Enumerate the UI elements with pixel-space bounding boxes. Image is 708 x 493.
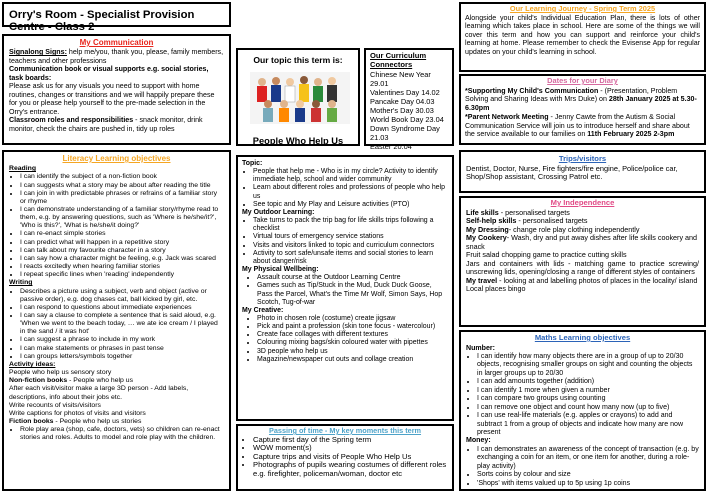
journey-text: Alongside your child's Individual Education Plan, there is lots of other learning which takes place in school. Here are some of the things we will cover this term and how you can support and reinforce your child's learning at home. Please remember to check the Evisense App for regular updates on your child's learning in school.: [465, 13, 700, 56]
writing-label: Writing: [9, 279, 33, 287]
list-item: • I can demonstrates an awareness of the concept of transaction (e.g. by exchanging a coin for an item, or one item for another, during a role-play activity): [477, 446, 699, 471]
creative-list: [242, 315, 448, 364]
activity-line: After each visit/visitor make a large 3D person - Add labels, descriptions, info about their jobs etc.: [9, 385, 189, 401]
list-item: • I can remove one object and count how many now (up to five): [477, 404, 699, 412]
topic-term-name: People Who Help Us: [252, 136, 344, 146]
independence-body: [466, 209, 699, 294]
dressing-text: - change role play clothing independently: [508, 224, 640, 234]
people-who-help-us-illustration: [250, 72, 350, 124]
maths-panel: [459, 330, 706, 491]
list-item: • I can say a clause to complete a sentence that is said aloud, e.g. 'When we went to the beach today, … we ate ice cream / I played in the sand / it was hot': [20, 312, 224, 336]
physical-list: [242, 274, 448, 307]
curriculum-item: World Book Day 23.04: [370, 115, 444, 125]
activity-line: Write captions for photos of visits and visitors: [9, 409, 146, 417]
topic-term-panel: [236, 48, 360, 146]
curriculum-item: Chinese New Year 29.01: [370, 69, 431, 88]
topic-list: [242, 168, 448, 209]
money-label: Money:: [466, 437, 491, 445]
list-item: • Colouring mixing bags/skin coloured water with pipettes: [257, 339, 448, 347]
communication-panel: [2, 34, 231, 145]
maths-title: Maths Learning objectives: [534, 333, 631, 342]
self-help-text: - personalised targets: [516, 216, 588, 226]
list-item: • I can make statements or phrases in past tense: [20, 345, 224, 353]
list-item: • I can respond to questions about immediate experiences: [20, 304, 224, 312]
list-item: • I can demonstrate understanding of a familiar story/rhyme read to them, e.g. by answering questions, such as 'Where is he/she/it?', 'Who is this?', 'What is he/she/it doing?': [20, 206, 224, 230]
dates-event-1-label: *Supporting My Child's Communication: [465, 86, 599, 95]
list-item: • I can suggests what a story may be about after reading the title: [20, 182, 224, 190]
list-item: • I can use real-life materials (e.g. apples or crayons) to add and subtract 1 from a group of objects and indicate how many are now present: [477, 412, 699, 437]
number-label: Number:: [466, 344, 495, 352]
dates-panel: [459, 74, 706, 145]
list-item: • Create face collages with different textures: [257, 331, 448, 339]
list-item: • I can identify how many objects there are in a group of up to 20/30 objects, recognising smaller groups on sight and counting the objects in larger groups up to 20/30: [477, 353, 699, 378]
list-item: • I can say how a character might be feeling, e.g. Jack was scared: [20, 255, 224, 263]
list-item: • Photo in chosen role (costume) create jigsaw: [257, 315, 448, 323]
page-title: Orry's Room - Specialist Provision Centre - Class 2: [9, 9, 195, 33]
curriculum-item: Easter 20.04: [370, 142, 412, 152]
list-item: • Capture first day of the Spring term: [253, 436, 448, 445]
activity-label: Activity ideas:: [9, 360, 56, 368]
literacy-title: Literacy Learning objectives: [62, 154, 171, 163]
list-item: • I can compare two groups using counting: [477, 395, 699, 403]
dates-event-1: [465, 87, 700, 113]
trips-text: Dentist, Doctor, Nurse, Fire fighters/fire engine, Police/police car, Shop/Shop assistant, Crossing Patrol etc.: [466, 163, 678, 181]
dates-event-2-label: *Parent Network Meeting: [465, 113, 549, 121]
curriculum-list: [370, 70, 448, 152]
list-item: • Photographs of pupils wearing costumes of different roles e.g. firefighter, policeman/woman, doctor etc: [253, 461, 448, 478]
communication-text: [9, 48, 224, 133]
curriculum-item: Down Syndrome Day 21.03: [370, 124, 440, 143]
communication-title: My Communication: [79, 38, 154, 47]
signalong-text: help me/you, thank you, please, family members, teachers and other professions: [9, 48, 224, 65]
fruit-salad-line: Fruit salad chopping game to practice cutting skills: [466, 250, 627, 260]
cookery-text: - Wash, dry and put away dishes after life skills cookery and snack: [466, 233, 698, 251]
nonfiction-text: - People who help us: [67, 377, 133, 385]
trips-title: Trips/visitors: [558, 154, 607, 163]
list-item: • Role play area (shop, cafe, doctors, vets) so children can re-enact stories and roles. Adults to model and role play with the children.: [20, 426, 224, 442]
curriculum-item: Valentines Day 14.02: [370, 87, 440, 97]
passing-time-title: Passing of time - My key moments this term: [268, 426, 422, 435]
literacy-body: [9, 165, 224, 442]
list-item: • 'Shops' with items valued up to 5p using 1p coins: [477, 480, 699, 488]
list-item: • WOW moment(s): [253, 444, 448, 453]
dressing-label: My Dressing: [466, 224, 509, 234]
list-item: • Learn about different roles and professions of people who help us: [253, 184, 448, 200]
list-item: • I can join in with predictable phrases or refrains of a familiar story or rhyme: [20, 190, 224, 206]
independence-panel: [459, 196, 706, 327]
roles-text: - snack monitor, drink monitor, check the chairs are pushed in, tidy up roles: [9, 116, 203, 133]
list-item: • Visits and visitors linked to topic and curriculum connectors: [253, 242, 448, 250]
dates-event-2: [465, 113, 700, 139]
signalong-label: Signalong Signs:: [9, 48, 67, 57]
list-item: • I can groups letters/symbols together: [20, 353, 224, 361]
curriculum-title: Our Curriculum Connectors: [370, 51, 427, 69]
roleplay-list: [9, 426, 224, 442]
list-item: • Magazine/newspaper cut outs and collage creation: [257, 356, 448, 364]
topic-panel: [236, 155, 454, 421]
journey-title: Our Learning Journey - Spring Term 2025: [509, 4, 656, 13]
list-item: • Describes a picture using a subject, verb and object (active or passive order), e.g. dog chases cat, ball kicked by girl, etc.: [20, 288, 224, 304]
travel-text: - looking at and labelling photos of places in the locality/ island: [497, 275, 698, 285]
list-item: • I can identify 1 more when given a number: [477, 387, 699, 395]
passing-time-list: [242, 436, 448, 479]
travel-label: My travel: [466, 275, 498, 285]
bingo-line: Local places bingo: [466, 284, 526, 294]
curriculum-panel: [364, 48, 454, 152]
outdoor-label: My Outdoor Learning:: [242, 208, 315, 216]
list-item: • I can add amounts together (addition): [477, 378, 699, 386]
dates-event-1-date: 28th January 2025 at 5.30-6.30pm: [465, 95, 697, 112]
list-item: • I can suggest a phrase to include in my work: [20, 336, 224, 344]
reading-list: [9, 173, 224, 279]
list-item: • Virtual tours of emergency service stations: [253, 233, 448, 241]
header-bar: [2, 2, 231, 33]
learning-journey-panel: [459, 2, 706, 72]
topic-body: [242, 160, 448, 364]
physical-label: My Physical Wellbeing:: [242, 266, 319, 274]
list-item: • I can re-enact simple stories: [20, 230, 224, 238]
topic-label: Topic:: [242, 160, 263, 167]
roles-label: Classroom roles and responsibilities: [9, 116, 134, 125]
nonfiction-label: Non-fiction books: [9, 377, 68, 385]
life-skills-text: - personalised targets: [498, 207, 570, 217]
cookery-label: My Cookery: [466, 233, 507, 243]
curriculum-item: Pancake Day 04.03: [370, 96, 435, 106]
list-item: • 3D people who help us: [257, 348, 448, 356]
curriculum-item: Mother's Day 30.03: [370, 105, 434, 115]
activity-line: Write recounts of visits/visitors: [9, 401, 101, 409]
creative-label: My Creative:: [242, 306, 284, 314]
self-help-label: Self-help skills: [466, 216, 517, 226]
list-item: • I repeat specific lines when 'reading' independently: [20, 271, 224, 279]
list-item: • Take turns to pack the trip bag for life skills trips following a checklist: [253, 217, 448, 233]
writing-list: [9, 288, 224, 361]
fiction-label: Fiction books: [9, 418, 54, 426]
independence-title: My Independence: [550, 198, 615, 207]
list-item: • I reacts excitedly when hearing familiar stories: [20, 263, 224, 271]
comm-book-text: Please ask us for any visuals you need to support with home routines, changes or transitions and we will happily prepare these for you or please help yourself to the pre-made selection in the Orry's entrance.: [9, 82, 215, 116]
reading-label: Reading: [9, 165, 36, 173]
list-item: • Capture trips and visits of People Who Help Us: [253, 453, 448, 462]
list-item: • I can predict what will happen in a repetitive story: [20, 239, 224, 247]
literacy-panel: [2, 150, 231, 491]
maths-body: [466, 345, 699, 489]
list-item: • Games such as Tip/Stuck in the Mud, Duck Duck Goose, Pass the Parcel, What's the Time Mr Wolf, Simon Says, Hop Scotch, Tug-of-war: [257, 282, 448, 306]
trips-panel: [459, 150, 706, 193]
life-skills-label: Life skills: [466, 207, 499, 217]
list-item: • People that help me - Who is in my circle? Activity to identify immediate help, school and wider community: [253, 168, 448, 184]
list-item: • Pick and paint a profession (skin tone focus - watercolour): [257, 323, 448, 331]
list-item: • Activity to sort safe/unsafe items and social stories to learn about danger/risk: [253, 250, 448, 266]
money-list: [466, 446, 699, 488]
outdoor-list: [242, 217, 448, 266]
passing-time-panel: [236, 424, 454, 491]
list-item: • I can identify the subject of a non-fiction book: [20, 173, 224, 181]
fiction-text: - People who help us stories: [53, 418, 142, 426]
list-item: • Sorts coins by colour and size: [477, 471, 699, 479]
dates-event-2-text: - Jenny Cawte from the Autism & Social Communication Service will join us to introduce herself and share about the service available to our families on: [465, 113, 690, 138]
dates-title: Dates for your Diary: [547, 76, 618, 85]
list-item: • See topic and My Play and Leisure activities (PTO): [253, 201, 448, 209]
activity-line: People who help us sensory story: [9, 369, 112, 377]
number-list: [466, 353, 699, 438]
jars-line: Jars and containers with lids - matching game to practice screwing/ unscrewing lids, opening/closing a range of different styles of containers: [466, 258, 699, 277]
comm-book-label: Communication book or visual supports e.g. social stories, task boards:: [9, 65, 209, 82]
list-item: • Assault course at the Outdoor Learning Centre: [257, 274, 448, 282]
dates-event-1-text: - (Presentation, Problem Solving and Sharing Ideas with Mrs Duke) on: [465, 86, 678, 103]
list-item: • I can talk about my favourite character in a story: [20, 247, 224, 255]
dates-event-2-date: 11th February 2025 2-3pm: [587, 130, 675, 138]
topic-term-label: Our topic this term is:: [253, 55, 343, 65]
